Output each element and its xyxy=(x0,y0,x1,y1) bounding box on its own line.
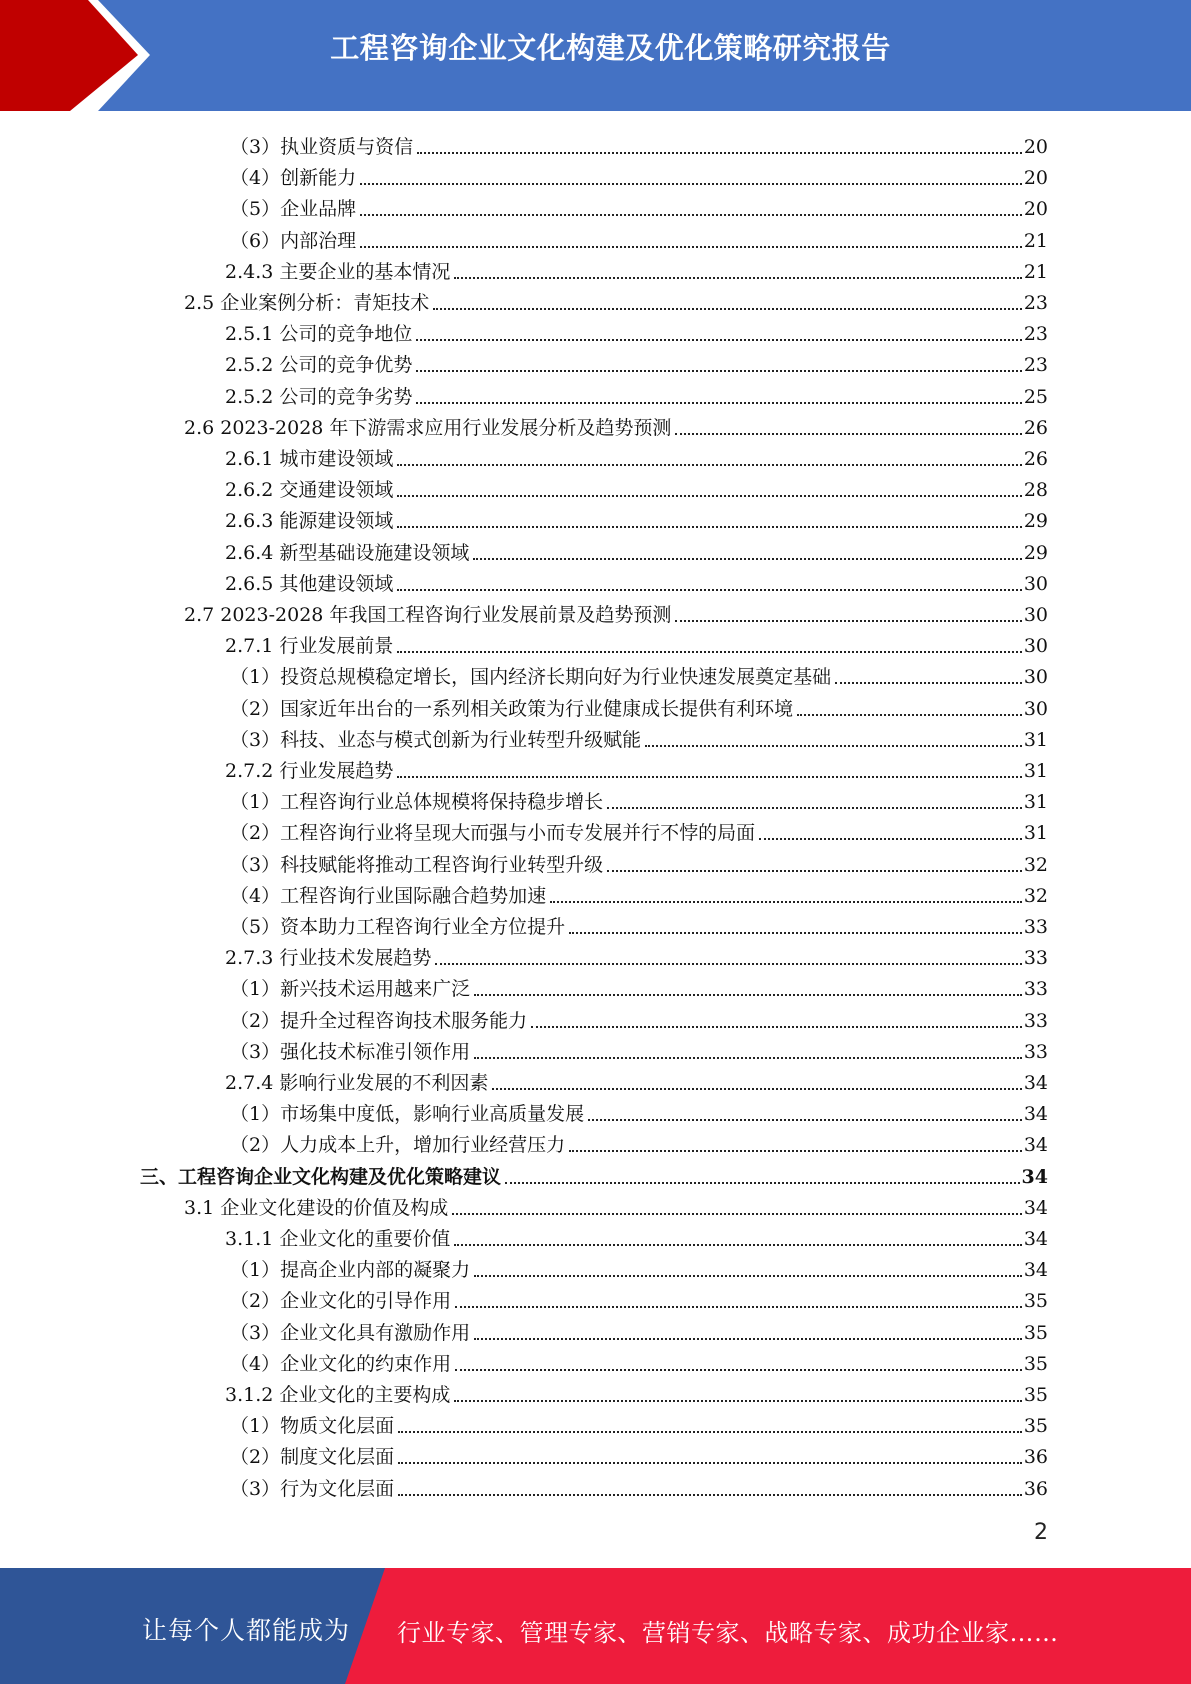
toc-entry-page: 23 xyxy=(1023,292,1048,314)
toc-entry-label: （4）工程咨询行业国际融合趋势加速 xyxy=(230,885,547,907)
toc-entry-label: （3）强化技术标准引领作用 xyxy=(230,1041,471,1063)
toc-dot-leader xyxy=(455,1306,1022,1308)
toc-dot-leader xyxy=(397,776,1021,778)
toc-entry-label: （3）科技赋能将推动工程咨询行业转型升级 xyxy=(230,854,604,876)
toc-entry-page: 31 xyxy=(1023,791,1048,813)
toc-entry-page: 33 xyxy=(1023,978,1048,1000)
toc-entry-page: 32 xyxy=(1023,854,1048,876)
toc-entry[interactable] xyxy=(225,1375,1048,1406)
toc-entry-page: 23 xyxy=(1023,354,1048,376)
toc-entry-label: 三、工程咨询企业文化构建及优化策略建议 xyxy=(140,1166,502,1188)
toc-entry[interactable] xyxy=(225,626,1048,657)
toc-entry-page: 34 xyxy=(1023,1072,1048,1094)
toc-dot-leader xyxy=(645,745,1022,747)
toc-entry[interactable] xyxy=(225,501,1048,532)
toc-dot-leader xyxy=(505,1182,1020,1184)
toc-entry-page: 31 xyxy=(1023,729,1048,751)
toc-dot-leader xyxy=(416,402,1021,404)
toc-entry-label: （5）资本助力工程咨询行业全方位提升 xyxy=(230,916,566,938)
toc-entry-label: （2）国家近年出台的一系列相关政策为行业健康成长提供有利环境 xyxy=(230,698,794,720)
page-header xyxy=(0,0,1191,111)
toc-dot-leader xyxy=(397,589,1021,591)
toc-dot-leader xyxy=(759,838,1022,840)
toc-entry-page: 23 xyxy=(1023,323,1048,345)
toc-dot-leader xyxy=(417,152,1022,154)
toc-entry-page: 30 xyxy=(1023,635,1048,657)
toc-entry-label: （3）科技、业态与模式创新为行业转型升级赋能 xyxy=(230,729,642,751)
toc-dot-leader xyxy=(474,994,1022,996)
toc-dot-leader xyxy=(607,870,1022,872)
toc-dot-leader xyxy=(455,1369,1022,1371)
toc-entry[interactable] xyxy=(184,408,1048,439)
toc-dot-leader xyxy=(454,1400,1021,1402)
toc-entry-label: 2.6.5 其他建设领域 xyxy=(225,573,394,595)
toc-entry-label: 2.6.4 新型基础设施建设领域 xyxy=(225,542,470,564)
toc-entry-page: 30 xyxy=(1023,698,1048,720)
toc-entry-page: 36 xyxy=(1023,1446,1048,1468)
toc-entry[interactable] xyxy=(230,1406,1048,1437)
toc-entry[interactable] xyxy=(230,1437,1048,1468)
toc-entry-page: 33 xyxy=(1023,1041,1048,1063)
toc-entry[interactable] xyxy=(184,283,1048,314)
toc-entry-label: （1）市场集中度低，影响行业高质量发展 xyxy=(230,1103,585,1125)
toc-entry[interactable] xyxy=(184,595,1048,626)
toc-entry-page: 29 xyxy=(1023,510,1048,532)
toc-entry-page: 34 xyxy=(1023,1103,1048,1125)
toc-entry-label: （1）物质文化层面 xyxy=(230,1415,395,1437)
toc-entry-label: 2.5 企业案例分析：青矩技术 xyxy=(184,292,430,314)
toc-entry-label: 2.6.1 城市建设领域 xyxy=(225,448,394,470)
toc-entry-page: 35 xyxy=(1023,1384,1048,1406)
toc-dot-leader xyxy=(835,682,1022,684)
footer-slogan-right: 行业专家、管理专家、营销专家、战略专家、成功企业家…… xyxy=(397,1619,1059,1647)
toc-entry-page: 30 xyxy=(1023,573,1048,595)
toc-entry-label: 2.6 2023-2028 年下游需求应用行业发展分析及趋势预测 xyxy=(184,417,672,439)
toc-dot-leader xyxy=(360,214,1022,216)
toc-dot-leader xyxy=(675,433,1021,435)
toc-entry-label: 2.7.3 行业技术发展趋势 xyxy=(225,947,432,969)
toc-entry-label: 2.7.2 行业发展趋势 xyxy=(225,760,394,782)
toc-entry[interactable] xyxy=(230,1001,1048,1032)
document-title: 工程咨询企业文化构建及优化策略研究报告 xyxy=(330,31,891,65)
toc-dot-leader xyxy=(569,1150,1022,1152)
toc-entry[interactable] xyxy=(140,1157,1048,1188)
toc-entry-label: 3.1 企业文化建设的价值及构成 xyxy=(184,1197,449,1219)
toc-entry-label: 2.7 2023-2028 年我国工程咨询行业发展前景及趋势预测 xyxy=(184,604,672,626)
toc-entry-page: 26 xyxy=(1023,417,1048,439)
toc-dot-leader xyxy=(397,464,1021,466)
toc-entry-label: 2.5.2 公司的竞争优势 xyxy=(225,354,413,376)
toc-dot-leader xyxy=(454,277,1021,279)
toc-dot-leader xyxy=(398,1431,1022,1433)
toc-entry[interactable] xyxy=(230,1250,1048,1281)
toc-entry[interactable] xyxy=(225,345,1048,376)
toc-dot-leader xyxy=(398,1494,1022,1496)
toc-entry-page: 33 xyxy=(1023,947,1048,969)
toc-dot-leader xyxy=(474,1338,1022,1340)
toc-entry-page: 33 xyxy=(1023,1010,1048,1032)
toc-dot-leader xyxy=(473,558,1021,560)
toc-entry-page: 34 xyxy=(1023,1134,1048,1156)
toc-entry[interactable] xyxy=(225,470,1048,501)
toc-entry-label: （1）提高企业内部的凝聚力 xyxy=(230,1259,471,1281)
toc-entry[interactable] xyxy=(230,845,1048,876)
toc-entry-label: （4）创新能力 xyxy=(230,167,357,189)
toc-entry[interactable] xyxy=(230,1094,1048,1125)
toc-entry-label: 2.7.4 影响行业发展的不利因素 xyxy=(225,1072,489,1094)
toc-dot-leader xyxy=(454,1244,1021,1246)
toc-entry-page: 34 xyxy=(1023,1259,1048,1281)
toc-dot-leader xyxy=(435,963,1021,965)
toc-entry[interactable] xyxy=(230,876,1048,907)
toc-entry[interactable] xyxy=(230,189,1048,220)
toc-entry-page: 20 xyxy=(1023,136,1048,158)
toc-entry[interactable] xyxy=(230,689,1048,720)
toc-dot-leader xyxy=(569,932,1022,934)
toc-dot-leader xyxy=(588,1119,1022,1121)
toc-entry-page: 33 xyxy=(1023,916,1048,938)
toc-entry-label: （3）执业资质与资信 xyxy=(230,136,414,158)
toc-entry-page: 29 xyxy=(1023,542,1048,564)
toc-entry-page: 35 xyxy=(1023,1322,1048,1344)
toc-entry-page: 26 xyxy=(1023,448,1048,470)
toc-entry-label: 3.1.1 企业文化的重要价值 xyxy=(225,1228,451,1250)
toc-entry-label: （5）企业品牌 xyxy=(230,198,357,220)
toc-entry-label: 2.5.1 公司的竞争地位 xyxy=(225,323,413,345)
toc-entry-page: 34 xyxy=(1021,1166,1048,1188)
toc-entry[interactable] xyxy=(230,1313,1048,1344)
toc-entry-label: （3）行为文化层面 xyxy=(230,1478,395,1500)
toc-dot-leader xyxy=(398,1462,1022,1464)
toc-entry-page: 21 xyxy=(1023,261,1048,283)
toc-entry-label: 2.4.3 主要企业的基本情况 xyxy=(225,261,451,283)
toc-dot-leader xyxy=(416,339,1021,341)
toc-entry-label: （2）工程咨询行业将呈现大而强与小而专发展并行不悖的局面 xyxy=(230,822,756,844)
toc-dot-leader xyxy=(433,308,1022,310)
toc-entry-label: （6）内部治理 xyxy=(230,230,357,252)
toc-dot-leader xyxy=(492,1088,1021,1090)
toc-entry[interactable] xyxy=(230,813,1048,844)
toc-entry[interactable] xyxy=(230,1344,1048,1375)
toc-entry-page: 30 xyxy=(1023,666,1048,688)
toc-entry[interactable] xyxy=(225,938,1048,969)
toc-entry[interactable] xyxy=(225,533,1048,564)
toc-entry[interactable] xyxy=(230,969,1048,1000)
toc-entry-label: （2）制度文化层面 xyxy=(230,1446,395,1468)
toc-entry-page: 35 xyxy=(1023,1290,1048,1312)
toc-dot-leader xyxy=(360,183,1022,185)
toc-entry-page: 28 xyxy=(1023,479,1048,501)
toc-entry[interactable] xyxy=(230,1469,1048,1500)
toc-entry[interactable] xyxy=(225,751,1048,782)
toc-entry[interactable] xyxy=(230,657,1048,688)
toc-entry-page: 34 xyxy=(1023,1197,1048,1219)
toc-entry[interactable] xyxy=(230,1281,1048,1312)
toc-dot-leader xyxy=(607,807,1022,809)
toc-entry[interactable] xyxy=(230,158,1048,189)
toc-entry-page: 20 xyxy=(1023,167,1048,189)
toc-entry-page: 31 xyxy=(1023,760,1048,782)
toc-entry-label: （1）新兴技术运用越来广泛 xyxy=(230,978,471,1000)
toc-dot-leader xyxy=(452,1213,1022,1215)
toc-entry-page: 25 xyxy=(1023,386,1048,408)
toc-entry-page: 31 xyxy=(1023,822,1048,844)
toc-entry-page: 35 xyxy=(1023,1415,1048,1437)
toc-entry[interactable] xyxy=(230,1125,1048,1156)
toc-entry[interactable] xyxy=(225,564,1048,595)
toc-entry-label: 3.1.2 企业文化的主要构成 xyxy=(225,1384,451,1406)
toc-dot-leader xyxy=(397,651,1021,653)
toc-dot-leader xyxy=(474,1057,1022,1059)
toc-entry[interactable] xyxy=(225,439,1048,470)
toc-entry[interactable] xyxy=(225,377,1048,408)
toc-entry[interactable] xyxy=(225,314,1048,345)
toc-entry[interactable] xyxy=(230,907,1048,938)
toc-entry-page: 34 xyxy=(1023,1228,1048,1250)
toc-dot-leader xyxy=(474,1275,1022,1277)
toc-entry[interactable] xyxy=(230,782,1048,813)
toc-entry[interactable] xyxy=(230,221,1048,252)
toc-entry[interactable] xyxy=(230,1032,1048,1063)
toc-entry[interactable] xyxy=(230,127,1048,158)
toc-entry-label: （1）投资总规模稳定增长，国内经济长期向好为行业快速发展奠定基础 xyxy=(230,666,832,688)
toc-entry-page: 35 xyxy=(1023,1353,1048,1375)
toc-entry-page: 32 xyxy=(1023,885,1048,907)
toc-entry-page: 36 xyxy=(1023,1478,1048,1500)
toc-entry-label: 2.6.2 交通建设领域 xyxy=(225,479,394,501)
toc-dot-leader xyxy=(531,1026,1022,1028)
toc-entry-label: （1）工程咨询行业总体规模将保持稳步增长 xyxy=(230,791,604,813)
toc-entry[interactable] xyxy=(225,252,1048,283)
toc-dot-leader xyxy=(397,495,1021,497)
page-footer xyxy=(0,1568,1191,1684)
toc-entry-label: （2）企业文化的引导作用 xyxy=(230,1290,452,1312)
toc-dot-leader xyxy=(550,901,1022,903)
toc-entry-label: （4）企业文化的约束作用 xyxy=(230,1353,452,1375)
toc-entry[interactable] xyxy=(225,1219,1048,1250)
page-number: 2 xyxy=(1034,1520,1048,1545)
toc-entry-label: 2.6.3 能源建设领域 xyxy=(225,510,394,532)
toc-entry-label: 2.7.1 行业发展前景 xyxy=(225,635,394,657)
footer-slogan-left: 让每个人都能成为 xyxy=(142,1616,351,1645)
toc-entry-label: （2）提升全过程咨询技术服务能力 xyxy=(230,1010,528,1032)
toc-entry-page: 21 xyxy=(1023,230,1048,252)
toc-dot-leader xyxy=(675,620,1021,622)
toc-entry-label: （3）企业文化具有激励作用 xyxy=(230,1322,471,1344)
toc-entry-page: 20 xyxy=(1023,198,1048,220)
toc-entry[interactable] xyxy=(230,720,1048,751)
toc-entry-page: 30 xyxy=(1023,604,1048,626)
toc-dot-leader xyxy=(416,370,1021,372)
toc-entry-label: （2）人力成本上升，增加行业经营压力 xyxy=(230,1134,566,1156)
toc-dot-leader xyxy=(397,526,1021,528)
toc-dot-leader xyxy=(360,246,1022,248)
toc-entry-label: 2.5.2 公司的竞争劣势 xyxy=(225,386,413,408)
toc-entry[interactable] xyxy=(184,1188,1048,1219)
toc-dot-leader xyxy=(797,714,1022,716)
toc-entry[interactable] xyxy=(225,1063,1048,1094)
